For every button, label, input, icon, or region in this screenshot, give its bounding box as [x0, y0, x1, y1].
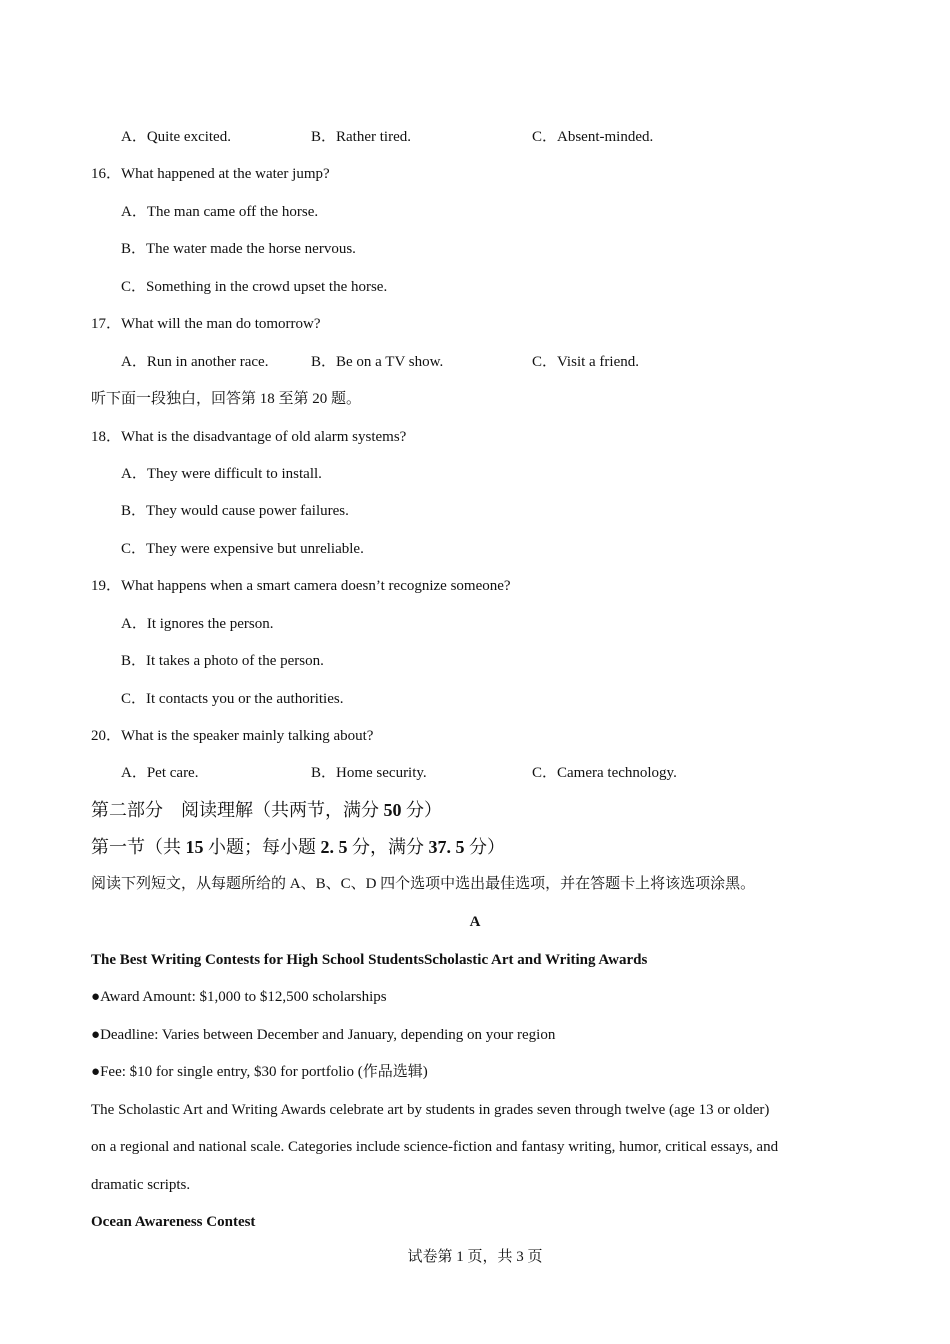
q20-option-b: B．Home security.: [311, 765, 427, 781]
ocean-awareness-heading: Ocean Awareness Contest: [91, 1214, 256, 1230]
section1-title-end: 分）: [464, 837, 505, 857]
q19-option-b: B．It takes a photo of the person.: [121, 653, 324, 669]
q19-option-a: A．It ignores the person.: [121, 616, 274, 632]
q17-option-b: B．Be on a TV show.: [311, 354, 444, 370]
q17-stem: 17．What will the man do tomorrow?: [91, 316, 321, 332]
q20-option-c: C．Camera technology.: [532, 765, 677, 781]
section1-title-text: 第一节（共: [91, 837, 186, 857]
q18-option-b: B．They would cause power failures.: [121, 503, 349, 519]
q16-option-a: A．The man came off the horse.: [121, 204, 319, 220]
section1-total: 37. 5: [428, 837, 465, 857]
bullet-dot-icon: ●: [91, 1064, 101, 1080]
bullet-fee-row: [91, 1062, 428, 1082]
bullet-fee-text: Fee: $10 for single entry, $30 for portfolio (作品选辑): [100, 1064, 428, 1080]
q16-option-b: B．The water made the horse nervous.: [121, 241, 356, 257]
q19-stem: 19．What happens when a smart camera doesn’t recognize someone?: [91, 578, 511, 594]
paragraph-line-3: dramatic scripts.: [91, 1177, 191, 1193]
q19-option-c: C．It contacts you or the authorities.: [121, 691, 344, 707]
q18-stem: 18．What is the disadvantage of old alarm systems?: [91, 429, 407, 445]
section1-count: 15: [185, 837, 204, 857]
section1-title-mid2: 分，满分: [347, 837, 429, 857]
q17-option-c: C．Visit a friend.: [532, 354, 639, 370]
section1-title-mid1: 小题；每小题: [203, 837, 321, 857]
section1-per-item: 2. 5: [320, 837, 348, 857]
part2-title-score: 50: [383, 800, 402, 820]
bullet-deadline-row: [91, 1025, 555, 1045]
monologue-intro: 听下面一段独白，回答第 18 至第 20 题。: [91, 391, 362, 407]
q20-option-a: A．Pet care.: [121, 765, 199, 781]
passage-a-label: A: [469, 914, 481, 930]
page-footer: 试卷第 1 页，共 3 页: [407, 1249, 543, 1265]
q16-option-c: C．Something in the crowd upset the horse.: [121, 279, 388, 295]
q20-stem: 20．What is the speaker mainly talking about?: [91, 728, 374, 744]
q15-option-c: C．Absent-minded.: [532, 129, 654, 145]
bullet-dot-icon: ●: [91, 989, 101, 1005]
paragraph-line-2: on a regional and national scale. Categories include science-fiction and fantasy writing, humor, critical essays, and: [91, 1139, 779, 1155]
bullet-deadline-text: Deadline: Varies between December and January, depending on your region: [100, 1027, 556, 1043]
paragraph-line-1: The Scholastic Art and Writing Awards celebrate art by students in grades seven through twelve (age 13 or older): [91, 1102, 770, 1118]
bullet-dot-icon: ●: [91, 1027, 101, 1043]
bullet-award-row: [91, 987, 387, 1007]
q15-option-a: A．Quite excited.: [121, 129, 231, 145]
q18-option-a: A．They were difficult to install.: [121, 466, 322, 482]
part2-title: [91, 799, 442, 821]
section1-title: [91, 836, 505, 858]
q15-option-b: B．Rather tired.: [311, 129, 411, 145]
part2-title-text: 第二部分 阅读理解（共两节，满分: [91, 800, 384, 820]
passage-a-heading: The Best Writing Contests for High School StudentsScholastic Art and Writing Awards: [91, 952, 648, 968]
q16-stem: 16．What happened at the water jump?: [91, 166, 330, 182]
q18-option-c: C．They were expensive but unreliable.: [121, 541, 364, 557]
part2-title-end: 分）: [401, 800, 442, 820]
reading-instruction: 阅读下列短文，从每题所给的 A、B、C、D 四个选项中选出最佳选项，并在答题卡上将该选项涂黑。: [91, 876, 756, 892]
q17-option-a: A．Run in another race.: [121, 354, 269, 370]
bullet-award-text: Award Amount: $1,000 to $12,500 scholarships: [100, 989, 387, 1005]
